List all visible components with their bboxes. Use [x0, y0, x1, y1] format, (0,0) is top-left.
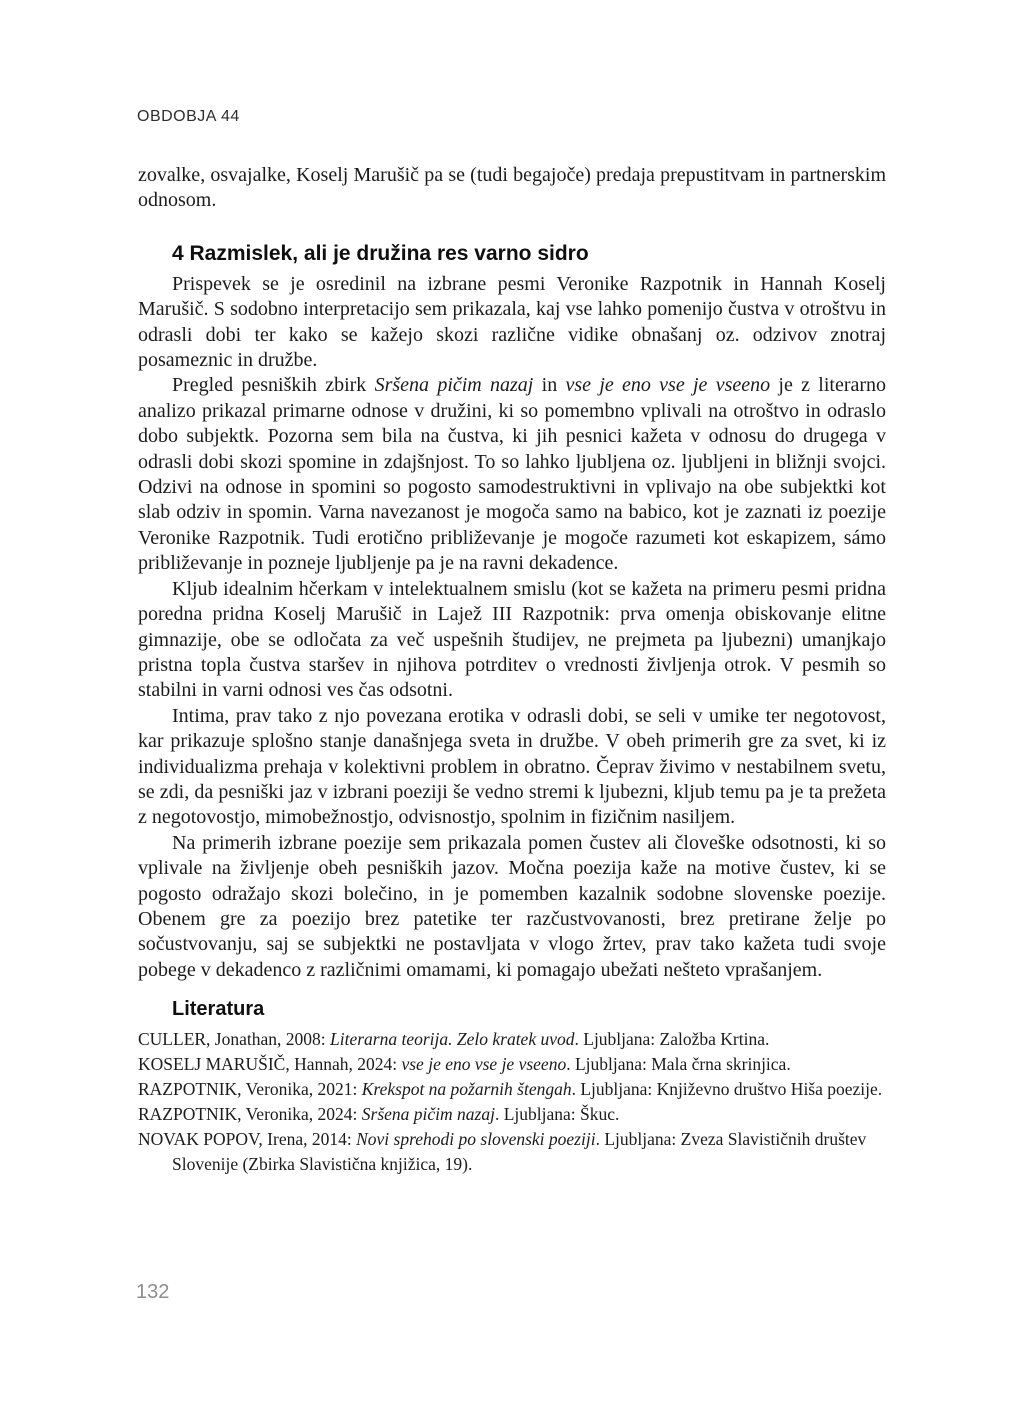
- reference-entry: RAZPOTNIK, Veronika, 2024: Sršena pičim nazaj. Ljubljana: Škuc.: [138, 1104, 620, 1125]
- reference-entry: KOSELJ MARUŠIČ, Hannah, 2024: vse je eno vse je vseeno. Ljubljana: Mala črna skrinjica.: [138, 1054, 791, 1075]
- section-heading: 4 Razmislek, ali je družina res varno sidro: [172, 241, 589, 265]
- paragraph: Na primerih izbrane poezije sem prikazala pomen čustev ali človeške odsotnosti, ki so vplivale na življenje obeh pesniških jazov. Močna poezija kaže na motive čustev, ki se pogosto odražajo skozi bolečino, in je pomemben kazalnik sodobne slovenske poezije. Obenem gre za poezijo brez patetike ter razčustvovanosti, brez pretirane želje po sočustvovanju, saj se subjektki ne postavljata v vlogo žrtev, prav tako kažeta tudi svoje pobege v dekadenco z različnimi omamami, ki pomagajo ubežati nešteto vprašanjem.: [138, 831, 886, 981]
- reference-entry: CULLER, Jonathan, 2008: Literarna teorija. Zelo kratek uvod. Ljubljana: Založba Krtina.: [138, 1029, 770, 1050]
- article-body: [138, 163, 886, 1177]
- literature-heading: Literatura: [172, 998, 265, 1021]
- paragraph: Intima, prav tako z njo povezana erotika v odrasli dobi, se seli v umike ter negotovost, kar prikazuje splošno stanje današnjega sveta in družbe. V obeh primerih gre za svet, ki iz individualizma prehaja v kolektivni problem in obratno. Čeprav živimo v nestabilnem svetu, se zdi, da pesniški jaz v izbrani poeziji še vedno stremi k ljubezni, kljub temu pa je ta prežeta z negotovostjo, mimobežnostjo, odvisnostjo, spolnim in fizičnim nasiljem.: [138, 704, 886, 829]
- running-header: OBDOBJA 44: [137, 108, 240, 125]
- paragraph: Pregled pesniških zbirk Sršena pičim nazaj in vse je eno vse je vseeno je z literarno analizo prikazal primarne odnose v družini, ki so pomembno vplivali na otroštvo in odraslo dobo subjektk. Pozorna sem bila na čustva, ki jih pesnici kažeta v odnosu do drugega v odrasli dobi skozi spomine in zdajšnjost. To so lahko ljubljena oz. ljubljeni in bližnji svojci. Odzivi na odnose in spomini so pogosto samodestruktivni in vplivajo na obe subjektki kot slab odziv in spomin. Varna navezanost je mogoča samo na babico, kot je zaznati iz poezije Veronike Razpotnik. Tudi erotično približevanje je mogoče razumeti kot eskapizem, sámo približevanje in pozneje ljubljenje pa je na ravni dekadence.: [138, 374, 887, 575]
- paragraph: Prispevek se je osredinil na izbrane pesmi Veronike Razpotnik in Hannah Koselj Marušič. S sodobno interpretacijo sem prikazala, kaj vse lahko pomenijo čustva v otroštvu in odrasli dobi ter kako se kažejo skozi različne vidike obnašanj oz. odzivov znotraj posameznic in družbe.: [138, 272, 886, 372]
- paragraph: Kljub idealnim hčerkam v intelektualnem smislu (kot se kažeta na primeru pesmi pridna poredna pridna Koselj Marušič in Lajež III Razpotnik: prva omenja obiskovanje elitne gimnazije, obe se odločata za več uspešnih študijev, ne prejmeta pa ljubezni) umanjkajo pristna topla čustva staršev in njihova potrditev o vrednosti življenja otrok. V pesmih so stabilni in varni odnosi ves čas odsotni.: [138, 577, 886, 702]
- page-number: 132: [136, 1281, 170, 1303]
- reference-entry: NOVAK POPOV, Irena, 2014: Novi sprehodi po slovenski poeziji. Ljubljana: Zveza Slavističnih društev Slovenije (Zbirka Slavistična knjižica, 19).: [138, 1129, 867, 1175]
- reference-entry: RAZPOTNIK, Veronika, 2021: Krekspot na požarnih štengah. Ljubljana: Književno društvo Hiša poezije.: [138, 1079, 883, 1100]
- paragraph-continuation: zovalke, osvajalke, Koselj Marušič pa se (tudi begajoče) predaja prepustitvam in partnerskim odnosom.: [138, 164, 886, 212]
